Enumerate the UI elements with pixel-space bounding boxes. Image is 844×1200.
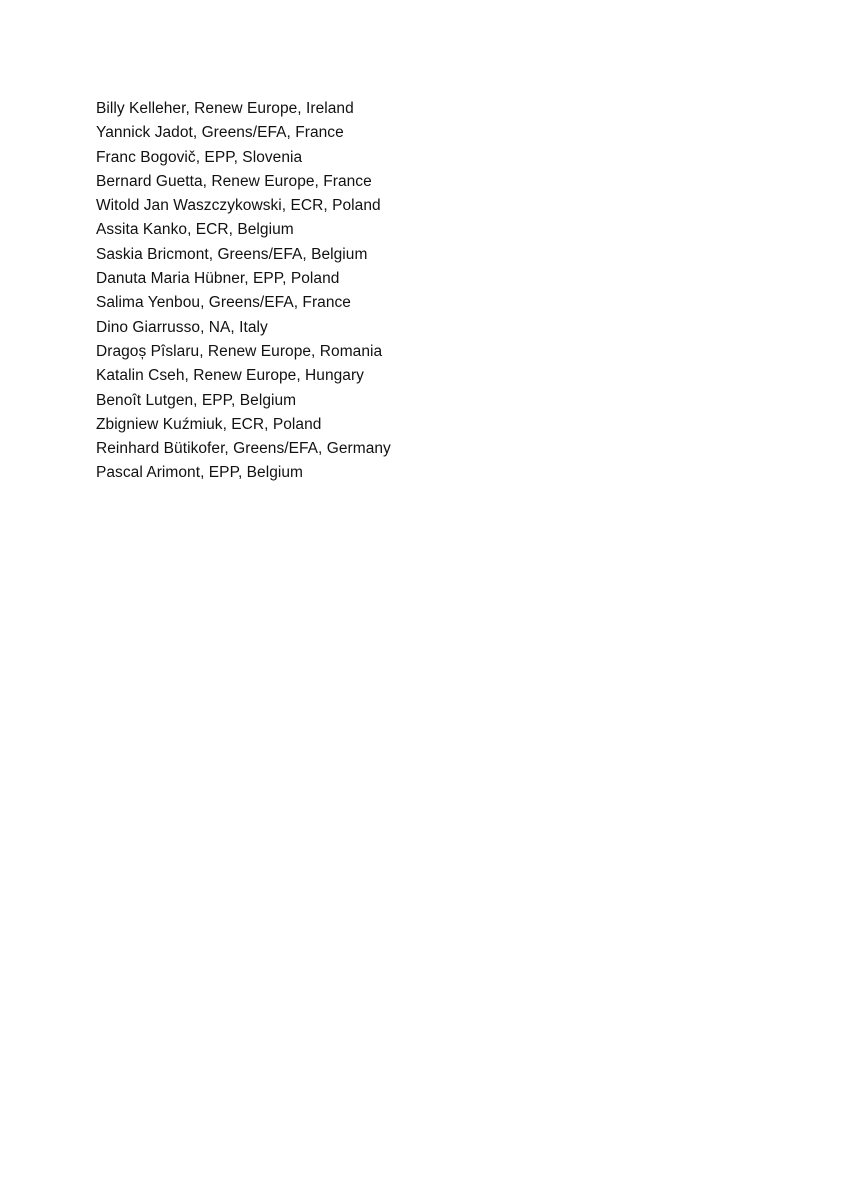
- signatory-line: Franc Bogovič, EPP, Slovenia: [96, 148, 303, 166]
- signatory-line: Zbigniew Kuźmiuk, ECR, Poland: [96, 415, 322, 433]
- signatory-line: Witold Jan Waszczykowski, ECR, Poland: [96, 197, 381, 215]
- signatory-line: Reinhard Bütikofer, Greens/EFA, Germany: [96, 440, 391, 458]
- signatory-line: Yannick Jadot, Greens/EFA, France: [96, 124, 344, 142]
- signatory-line: Dino Giarrusso, NA, Italy: [96, 318, 268, 336]
- signatory-line: Bernard Guetta, Renew Europe, France: [96, 172, 372, 190]
- signatory-line: Benoît Lutgen, EPP, Belgium: [96, 391, 297, 409]
- signatory-list: [96, 97, 391, 486]
- signatory-line: Dragoș Pîslaru, Renew Europe, Romania: [96, 342, 383, 360]
- signatory-line: Billy Kelleher, Renew Europe, Ireland: [96, 100, 354, 117]
- signatory-line: Assita Kanko, ECR, Belgium: [96, 221, 294, 239]
- signatory-line: Pascal Arimont, EPP, Belgium: [96, 464, 304, 482]
- signatory-line: Danuta Maria Hübner, EPP, Poland: [96, 270, 340, 288]
- signatory-line: Katalin Cseh, Renew Europe, Hungary: [96, 367, 364, 385]
- signatory-line: Saskia Bricmont, Greens/EFA, Belgium: [96, 245, 368, 263]
- signatory-line: Salima Yenbou, Greens/EFA, France: [96, 294, 351, 312]
